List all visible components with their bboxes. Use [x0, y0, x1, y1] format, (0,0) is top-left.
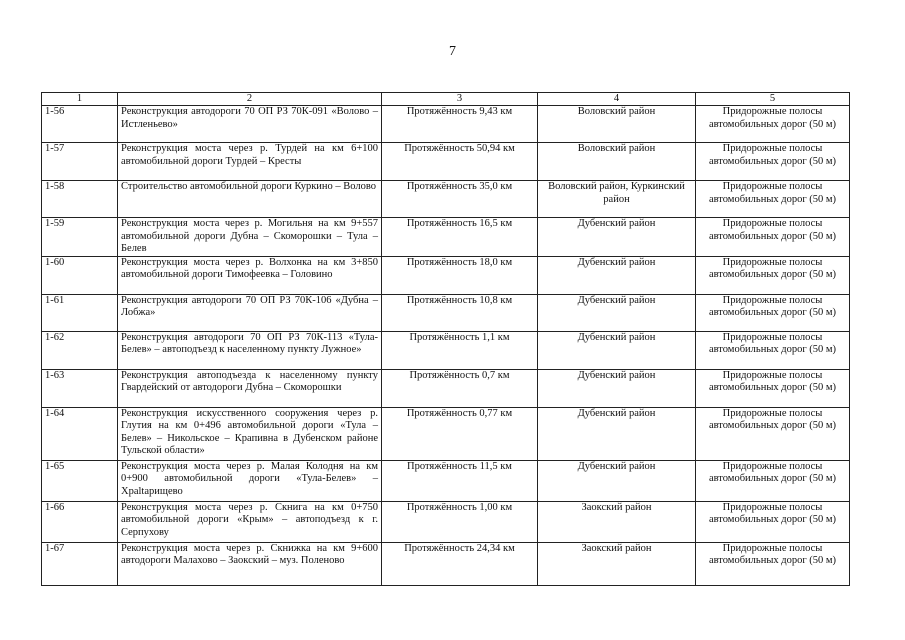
restriction-zone: Придорожные полосы автомобильных дорог (50 м)	[696, 256, 850, 294]
project-district: Дубенский район	[538, 294, 696, 331]
restriction-zone: Придорожные полосы автомобильных дорог (50 м)	[696, 218, 850, 257]
restriction-zone: Придорожные полосы автомобильных дорог (50 м)	[696, 460, 850, 501]
table-row	[42, 294, 850, 331]
project-extent: Протяжённость 35,0 км	[382, 181, 538, 218]
restriction-zone: Придорожные полосы автомобильных дорог (50 м)	[696, 294, 850, 331]
header-row	[42, 93, 850, 106]
row-number: 1-59	[42, 218, 118, 257]
table-row	[42, 460, 850, 501]
table-row	[42, 501, 850, 542]
project-district: Дубенский район	[538, 331, 696, 369]
project-name: Реконструкция моста через р. Турдей на км 6+100 автомобильной дороги Турдей – Кресты	[118, 143, 382, 181]
project-district: Заокский район	[538, 501, 696, 542]
project-name: Строительство автомобильной дороги Куркино – Волово	[118, 181, 382, 218]
project-extent: Протяжённость 0,77 км	[382, 407, 538, 460]
restriction-zone: Придорожные полосы автомобильных дорог (50 м)	[696, 143, 850, 181]
project-district: Дубенский район	[538, 460, 696, 501]
header-col-2: 2	[118, 93, 382, 106]
project-extent: Протяжённость 1,00 км	[382, 501, 538, 542]
restriction-zone: Придорожные полосы автомобильных дорог (50 м)	[696, 407, 850, 460]
restriction-zone: Придорожные полосы автомобильных дорог (50 м)	[696, 501, 850, 542]
restriction-zone: Придорожные полосы автомобильных дорог (50 м)	[696, 542, 850, 585]
project-extent: Протяжённость 16,5 км	[382, 218, 538, 257]
table-row	[42, 106, 850, 143]
project-district: Воловский район, Куркинский район	[538, 181, 696, 218]
page-number: 7	[449, 44, 456, 59]
row-number: 1-67	[42, 542, 118, 585]
restriction-zone: Придорожные полосы автомобильных дорог (50 м)	[696, 106, 850, 143]
header-col-1: 1	[42, 93, 118, 106]
project-district: Дубенский район	[538, 218, 696, 257]
project-district: Заокский район	[538, 542, 696, 585]
project-name: Реконструкция моста через р. Скнига на км 0+750 автомобильной дороги «Крым» – автоподъезд к г. Серпухову	[118, 501, 382, 542]
table-row	[42, 369, 850, 407]
header-col-3: 3	[382, 93, 538, 106]
row-number: 1-66	[42, 501, 118, 542]
row-number: 1-56	[42, 106, 118, 143]
project-extent: Протяжённость 9,43 км	[382, 106, 538, 143]
header-col-5: 5	[696, 93, 850, 106]
row-number: 1-62	[42, 331, 118, 369]
row-number: 1-65	[42, 460, 118, 501]
table-row	[42, 256, 850, 294]
row-number: 1-61	[42, 294, 118, 331]
project-district: Воловский район	[538, 143, 696, 181]
project-district: Дубенский район	[538, 407, 696, 460]
row-number: 1-63	[42, 369, 118, 407]
project-name: Реконструкция моста через р. Скнижка на км 9+600 автодороги Малахово – Заокский – муз. Поленово	[118, 542, 382, 585]
project-extent: Протяжённость 50,94 км	[382, 143, 538, 181]
project-extent: Протяжённость 1,1 км	[382, 331, 538, 369]
restriction-zone: Придорожные полосы автомобильных дорог (50 м)	[696, 331, 850, 369]
row-number: 1-64	[42, 407, 118, 460]
table-row	[42, 407, 850, 460]
restriction-zone: Придорожные полосы автомобильных дорог (50 м)	[696, 181, 850, 218]
table-row	[42, 143, 850, 181]
row-number: 1-60	[42, 256, 118, 294]
project-district: Воловский район	[538, 106, 696, 143]
row-number: 1-57	[42, 143, 118, 181]
project-name: Реконструкция автодороги 70 ОП РЗ 70К-091 «Волово – Истленьево»	[118, 106, 382, 143]
project-name: Реконструкция искусственного сооружения через р. Глутия на км 0+496 автомобильной дороги «Тула – Белев» – Никольское – Крапивна в Дубенском районе Тульской области»	[118, 407, 382, 460]
project-extent: Протяжённость 24,34 км	[382, 542, 538, 585]
project-extent: Протяжённость 10,8 км	[382, 294, 538, 331]
project-name: Реконструкция моста через р. Малая Колодня на км 0+900 автомобильной дороги «Тула-Белев» – Хрaltaрищево	[118, 460, 382, 501]
row-number: 1-58	[42, 181, 118, 218]
table-row	[42, 218, 850, 257]
projects-table	[41, 92, 850, 586]
project-name: Реконструкция автодороги 70 ОП РЗ 70К-113 «Тула-Белев» – автоподъезд к населенному пункту Лужное»	[118, 331, 382, 369]
header-col-4: 4	[538, 93, 696, 106]
project-extent: Протяжённость 11,5 км	[382, 460, 538, 501]
table-row	[42, 542, 850, 585]
project-district: Дубенский район	[538, 369, 696, 407]
project-name: Реконструкция автодороги 70 ОП РЗ 70К-106 «Дубна – Лобжа»	[118, 294, 382, 331]
project-district: Дубенский район	[538, 256, 696, 294]
project-extent: Протяжённость 18,0 км	[382, 256, 538, 294]
project-name: Реконструкция моста через р. Могильня на км 9+557 автомобильной дороги Дубна – Скоморошки – Тула – Белев	[118, 218, 382, 257]
project-name: Реконструкция моста через р. Волхонка на км 3+850 автомобильной дороги Тимофеевка – Головино	[118, 256, 382, 294]
project-extent: Протяжённость 0,7 км	[382, 369, 538, 407]
table-row	[42, 181, 850, 218]
table-row	[42, 331, 850, 369]
project-name: Реконструкция автоподъезда к населенному пункту Гвардейский от автодороги Дубна – Скоморошки	[118, 369, 382, 407]
restriction-zone: Придорожные полосы автомобильных дорог (50 м)	[696, 369, 850, 407]
